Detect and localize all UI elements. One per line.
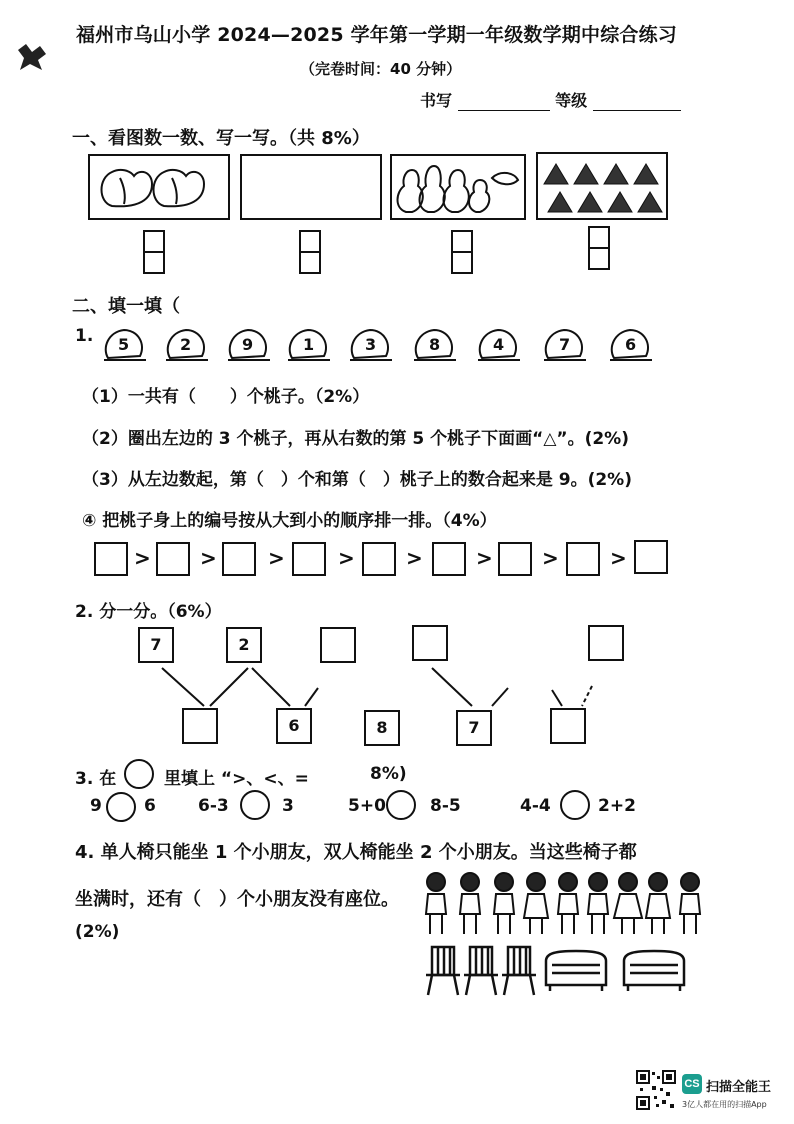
q2-top-box[interactable]: 7 xyxy=(138,627,174,663)
exam-title: 福州市乌山小学 2024—2025 学年第一学期一年级数学期中综合练习 xyxy=(76,24,677,46)
qr-code-icon xyxy=(636,1070,676,1110)
q3-heading-c: 8%) xyxy=(370,764,407,784)
app-tagline: 3亿人都在用的扫描App xyxy=(682,1100,767,1109)
writing-label: 书写 xyxy=(420,91,453,110)
q1-sub4: ④ 把桃子身上的编号按从大到小的顺序排一排。（4%） xyxy=(82,511,497,531)
exam-duration: （完卷时间：40 分钟） xyxy=(300,60,462,78)
q3-left: 5+0 xyxy=(348,796,386,816)
q2-bottom-box[interactable] xyxy=(182,708,218,744)
camscanner-logo-icon: CS xyxy=(682,1074,702,1094)
section2-heading: 二、填一填（ xyxy=(72,296,180,317)
q2-heading: 2. 分一分。（6%） xyxy=(75,602,222,622)
q3-left: 6-3 xyxy=(198,796,229,816)
q1-sub1: （1）一共有（ ）个桃子。（2%） xyxy=(82,387,370,407)
q3-right: 2+2 xyxy=(598,796,636,816)
q3-right: 3 xyxy=(282,796,294,816)
q2-top-box[interactable] xyxy=(588,625,624,661)
children-illustration xyxy=(418,870,728,940)
peach-number: 3 xyxy=(365,335,377,354)
app-name: 扫描全能王 xyxy=(706,1080,772,1095)
q2-bottom-box[interactable]: 6 xyxy=(276,708,312,744)
peach-number: 1 xyxy=(303,335,315,354)
q4-line2: 坐满时，还有（ ）个小朋友没有座位。 xyxy=(75,889,399,910)
greater-than: > xyxy=(406,546,423,570)
greater-than: > xyxy=(610,546,627,570)
greater-than: > xyxy=(200,546,217,570)
q2-bottom-box[interactable] xyxy=(550,708,586,744)
greater-than: > xyxy=(134,546,151,570)
grade-label: 等级 xyxy=(555,91,588,110)
section1-heading: 一、看图数一数、写一写。（共 8%） xyxy=(72,128,370,149)
peach-number: 7 xyxy=(559,335,571,354)
q2-top-box[interactable]: 2 xyxy=(226,627,262,663)
q2-top-box[interactable] xyxy=(412,625,448,661)
peach-number: 9 xyxy=(242,335,254,354)
chairs-illustration xyxy=(420,945,700,997)
q3-compare-circle[interactable] xyxy=(240,790,270,820)
q3-left: 4-4 xyxy=(520,796,551,816)
q3-heading-b: 里填上 “>、<、= xyxy=(164,769,309,789)
q1-sub2: （2）圈出左边的 3 个桃子，再从右数的第 5 个桃子下面画“△”。(2%) xyxy=(82,429,629,449)
q3-compare-circle[interactable] xyxy=(386,790,416,820)
greater-than: > xyxy=(338,546,355,570)
greater-than: > xyxy=(542,546,559,570)
greater-than: > xyxy=(476,546,493,570)
q3-right: 6 xyxy=(144,796,156,816)
q4-score: (2%) xyxy=(75,922,120,942)
q3-right: 8-5 xyxy=(430,796,461,816)
q3-compare-circle[interactable] xyxy=(106,792,136,822)
peach-number: 5 xyxy=(118,335,130,354)
peach-number: 8 xyxy=(429,335,441,354)
greater-than: > xyxy=(268,546,285,570)
q3-example-circle xyxy=(124,759,154,789)
q3-left: 9 xyxy=(90,796,102,816)
peach-number: 4 xyxy=(493,335,505,354)
q1-sub3: （3）从左边数起，第（ ）个和第（ ）桃子上的数合起来是 9。(2%) xyxy=(82,470,632,490)
q3-heading-a: 3. 在 xyxy=(75,769,117,789)
q2-bottom-box[interactable]: 8 xyxy=(364,710,400,746)
q4-line1: 4. 单人椅只能坐 1 个小朋友，双人椅能坐 2 个小朋友。当这些椅子都 xyxy=(75,842,637,863)
q2-top-box[interactable] xyxy=(320,627,356,663)
peach-number: 2 xyxy=(180,335,192,354)
q2-bottom-box[interactable]: 7 xyxy=(456,710,492,746)
q1-number: 1. xyxy=(75,326,94,346)
peach-number: 6 xyxy=(625,335,637,354)
q3-compare-circle[interactable] xyxy=(560,790,590,820)
